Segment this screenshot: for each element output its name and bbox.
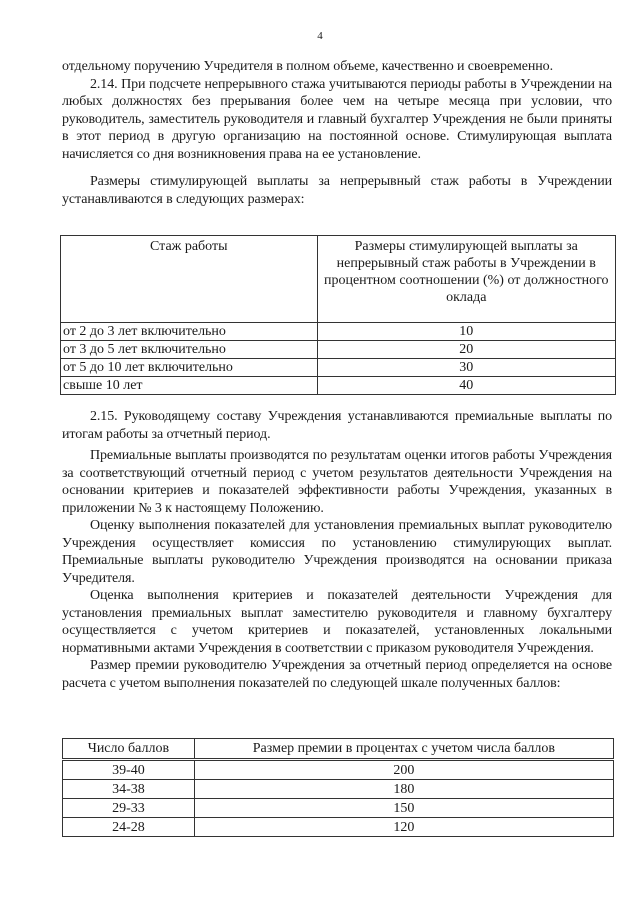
section-2-14 bbox=[62, 58, 612, 208]
stazh-table bbox=[60, 235, 616, 395]
score-range: 29-33 bbox=[63, 799, 195, 818]
stazh-period: от 2 до 3 лет включительно bbox=[61, 323, 318, 341]
score-range: 39-40 bbox=[63, 760, 195, 780]
section-2-15 bbox=[62, 408, 612, 692]
table-row bbox=[63, 760, 614, 780]
stazh-value: 10 bbox=[317, 323, 615, 341]
stazh-value: 20 bbox=[317, 341, 615, 359]
stazh-value: 40 bbox=[317, 377, 615, 395]
premium-percent: 200 bbox=[194, 760, 613, 780]
score-range: 24-28 bbox=[63, 818, 195, 837]
paragraph-premium-basis: Премиальные выплаты производятся по результатам оценки итогов работы Учреждения за соответствующий отчетный период с учетом результатов деятельности Учреждения на основании критериев и показателей эффективности работы Учреждения, указанных в приложении № 3 к настоящему Положению. bbox=[62, 448, 612, 516]
premium-percent: 150 bbox=[194, 799, 613, 818]
stazh-period: свыше 10 лет bbox=[61, 377, 318, 395]
table-row bbox=[63, 799, 614, 818]
table-row bbox=[63, 818, 614, 837]
score-table bbox=[62, 738, 614, 837]
score-range: 34-38 bbox=[63, 780, 195, 799]
column-header-percent: Размеры стимулирующей выплаты за непрерывный стаж работы в Учреждении в процентном соотношении (%) от должностного оклада bbox=[317, 236, 615, 323]
continuation-line: отдельному поручению Учредителя в полном объеме, качественно и своевременно. bbox=[62, 59, 553, 74]
stazh-value: 30 bbox=[317, 359, 615, 377]
premium-percent: 180 bbox=[194, 780, 613, 799]
paragraph-commission: Оценку выполнения показателей для установления премиальных выплат руководителю Учреждения осуществляет комиссия по установлению стимулирующих выплат. Премиальные выплаты руководителю Учреждения производятся на основании приказа Учредителя. bbox=[62, 518, 612, 586]
column-header-stazh: Стаж работы bbox=[61, 236, 318, 323]
table-row bbox=[61, 377, 616, 395]
stazh-period: от 3 до 5 лет включительно bbox=[61, 341, 318, 359]
paragraph-2-15: 2.15. Руководящему составу Учреждения устанавливаются премиальные выплаты по итогам работы за отчетный период. bbox=[62, 409, 612, 442]
table-header-row bbox=[61, 236, 616, 323]
column-header-premium: Размер премии в процентах с учетом числа баллов bbox=[194, 739, 613, 760]
paragraph-stazh-intro: Размеры стимулирующей выплаты за непрерывный стаж работы в Учреждении устанавливаются в следующих размерах: bbox=[62, 174, 612, 207]
paragraph-2-14: 2.14. При подсчете непрерывного стажа учитываются периоды работы в Учреждении на любых должностях без прерывания более чем на четыре месяца при условии, что руководитель, заместитель руководителя и главный бухгалтер Учреждения не были приняты в этот период в другую организацию на постоянной основе. Стимулирующая выплата начисляется со дня возникновения права на ее установление. bbox=[62, 76, 612, 162]
premium-percent: 120 bbox=[194, 818, 613, 837]
table-row bbox=[61, 323, 616, 341]
column-header-score: Число баллов bbox=[63, 739, 195, 760]
page-number: 4 bbox=[317, 30, 323, 42]
table-row bbox=[63, 780, 614, 799]
table-row bbox=[61, 341, 616, 359]
paragraph-deputy-evaluation: Оценка выполнения критериев и показателей деятельности Учреждения для установления премиальных выплат заместителю руководителя и главному бухгалтеру осуществляется с учетом критериев и показателей, установленных локальными нормативными актами Учреждения в соответствии с приказом руководителя Учреждения. bbox=[62, 588, 612, 656]
table-row bbox=[61, 359, 616, 377]
paragraph-score-scale-intro: Размер премии руководителю Учреждения за отчетный период определяется на основе расчета с учетом выполнения показателей по следующей шкале полученных баллов: bbox=[62, 658, 612, 691]
stazh-period: от 5 до 10 лет включительно bbox=[61, 359, 318, 377]
table-header-row bbox=[63, 739, 614, 760]
